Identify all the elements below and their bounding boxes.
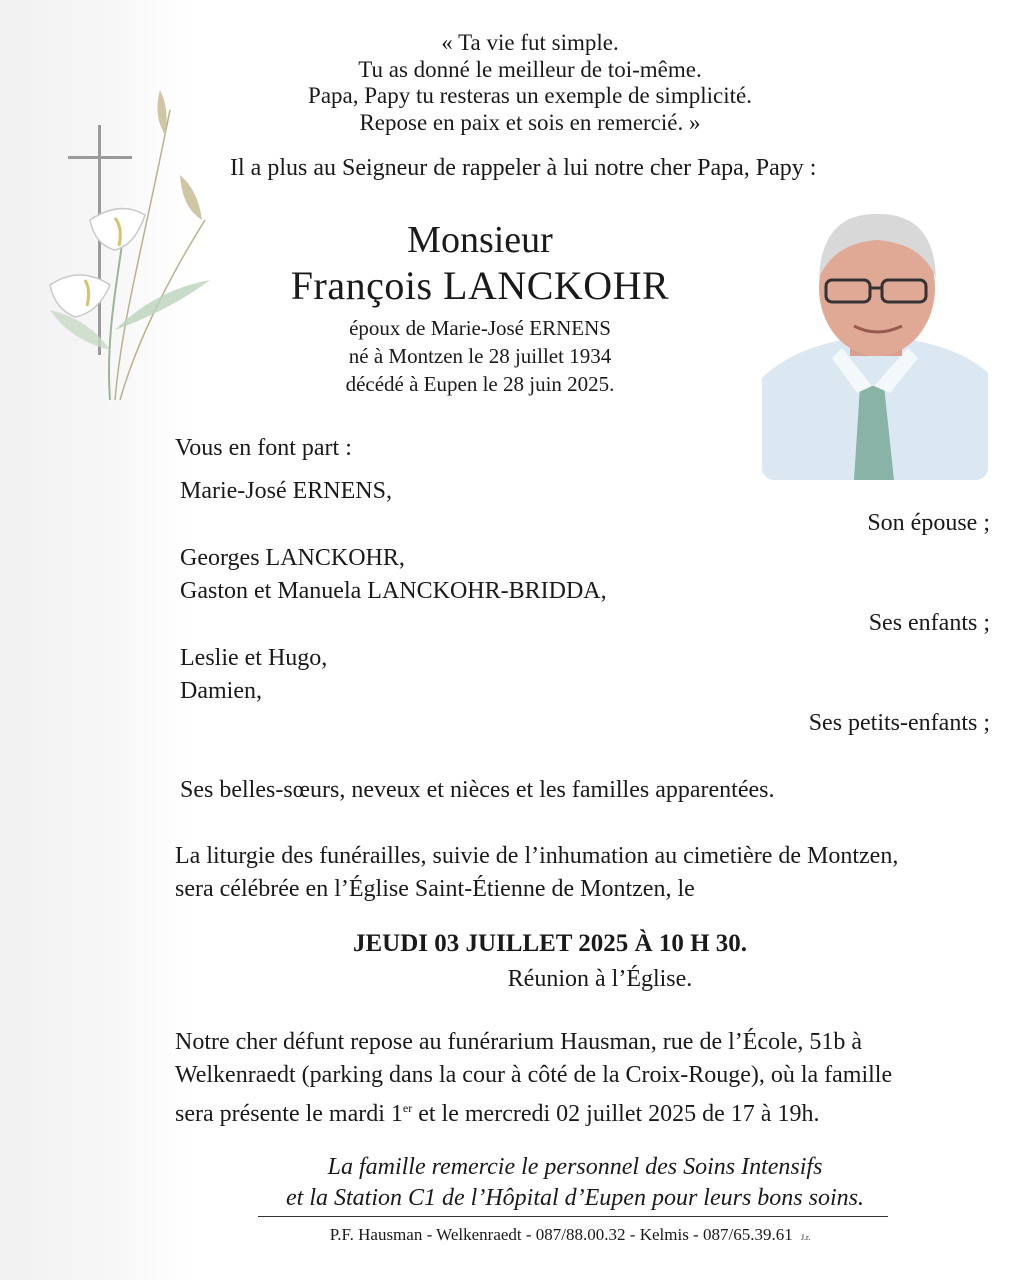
deceased-details	[230, 314, 730, 398]
intro-text: Il a plus au Seigneur de rappeler à lui notre cher Papa, Papy :	[230, 155, 817, 181]
footer-divider	[258, 1216, 888, 1217]
quote-line: « Ta vie fut simple.	[441, 30, 619, 55]
quote-line: Tu as donné le meilleur de toi-même.	[358, 56, 702, 82]
extended-family: Ses belles-sœurs, neveux et nièces et les familles apparentées.	[180, 777, 775, 803]
cross-lily-icon	[30, 70, 220, 430]
visitation-line: Welkenraedt (parking dans la cour à côté de la Croix-Rouge), où la famille	[175, 1062, 893, 1088]
visitation-line-part: sera présente le mardi 1	[175, 1101, 403, 1127]
liturgy-line: sera célébrée en l’Église Saint-Étienne de Montzen, le	[175, 876, 695, 902]
visitation-line: Notre cher défunt repose au funérarium Hausman, rue de l’École, 51b à	[175, 1029, 863, 1055]
liturgy-line: La liturgie des funérailles, suivie de l’inhumation au cimetière de Montzen,	[175, 843, 899, 869]
grandchildren-role: Ses petits-enfants ;	[808, 710, 990, 736]
portrait-photo	[762, 208, 988, 480]
spouse-role: Son épouse ;	[867, 510, 990, 536]
family-grandchild: Leslie et Hugo,	[180, 645, 328, 671]
spouse-line: époux de Marie-José ERNENS	[349, 316, 611, 340]
deceased-title: Monsieur	[407, 219, 553, 261]
quote-line: Papa, Papy tu resteras un exemple de simplicité.	[308, 83, 752, 108]
funeral-home-contact: P.F. Hausman - Welkenraedt - 087/88.00.32 - Kelmis - 087/65.39.61	[329, 1225, 793, 1244]
birth-line: né à Montzen le 28 juillet 1934	[348, 344, 612, 368]
ceremony-date: JEUDI 03 JUILLET 2025 À 10 H 30.	[352, 930, 748, 957]
thanks-text	[170, 1152, 980, 1214]
children-role: Ses enfants ;	[868, 610, 990, 636]
announce-text: Vous en font part :	[175, 435, 352, 461]
liturgy-text	[175, 840, 898, 906]
thanks-line: et la Station C1 de l’Hôpital d’Eupen pour leurs bons soins.	[286, 1185, 864, 1211]
footer	[240, 1225, 900, 1245]
meeting-place: Réunion à l’Église.	[507, 966, 693, 992]
family-spouse: Marie-José ERNENS,	[180, 478, 392, 504]
deceased-name: François LANCKOHR	[290, 263, 670, 308]
family-child: Georges LANCKOHR,	[180, 545, 405, 571]
printer-mark: J.r.	[800, 1233, 811, 1242]
ordinal-suffix: er	[402, 1101, 413, 1115]
quote	[230, 30, 830, 136]
death-line: décédé à Eupen le 28 juin 2025.	[345, 372, 615, 396]
thanks-line: La famille remercie le personnel des Soins Intensifs	[327, 1154, 823, 1180]
visitation-line-part: et le mercredi 02 juillet 2025 de 17 à 19h.	[412, 1101, 820, 1127]
quote-line: Repose en paix et sois en remercié. »	[359, 109, 701, 135]
family-grandchild: Damien,	[180, 678, 262, 704]
visitation-line	[175, 1092, 892, 1131]
visitation-text	[175, 1026, 892, 1131]
family-child: Gaston et Manuela LANCKOHR-BRIDDA,	[180, 578, 607, 604]
